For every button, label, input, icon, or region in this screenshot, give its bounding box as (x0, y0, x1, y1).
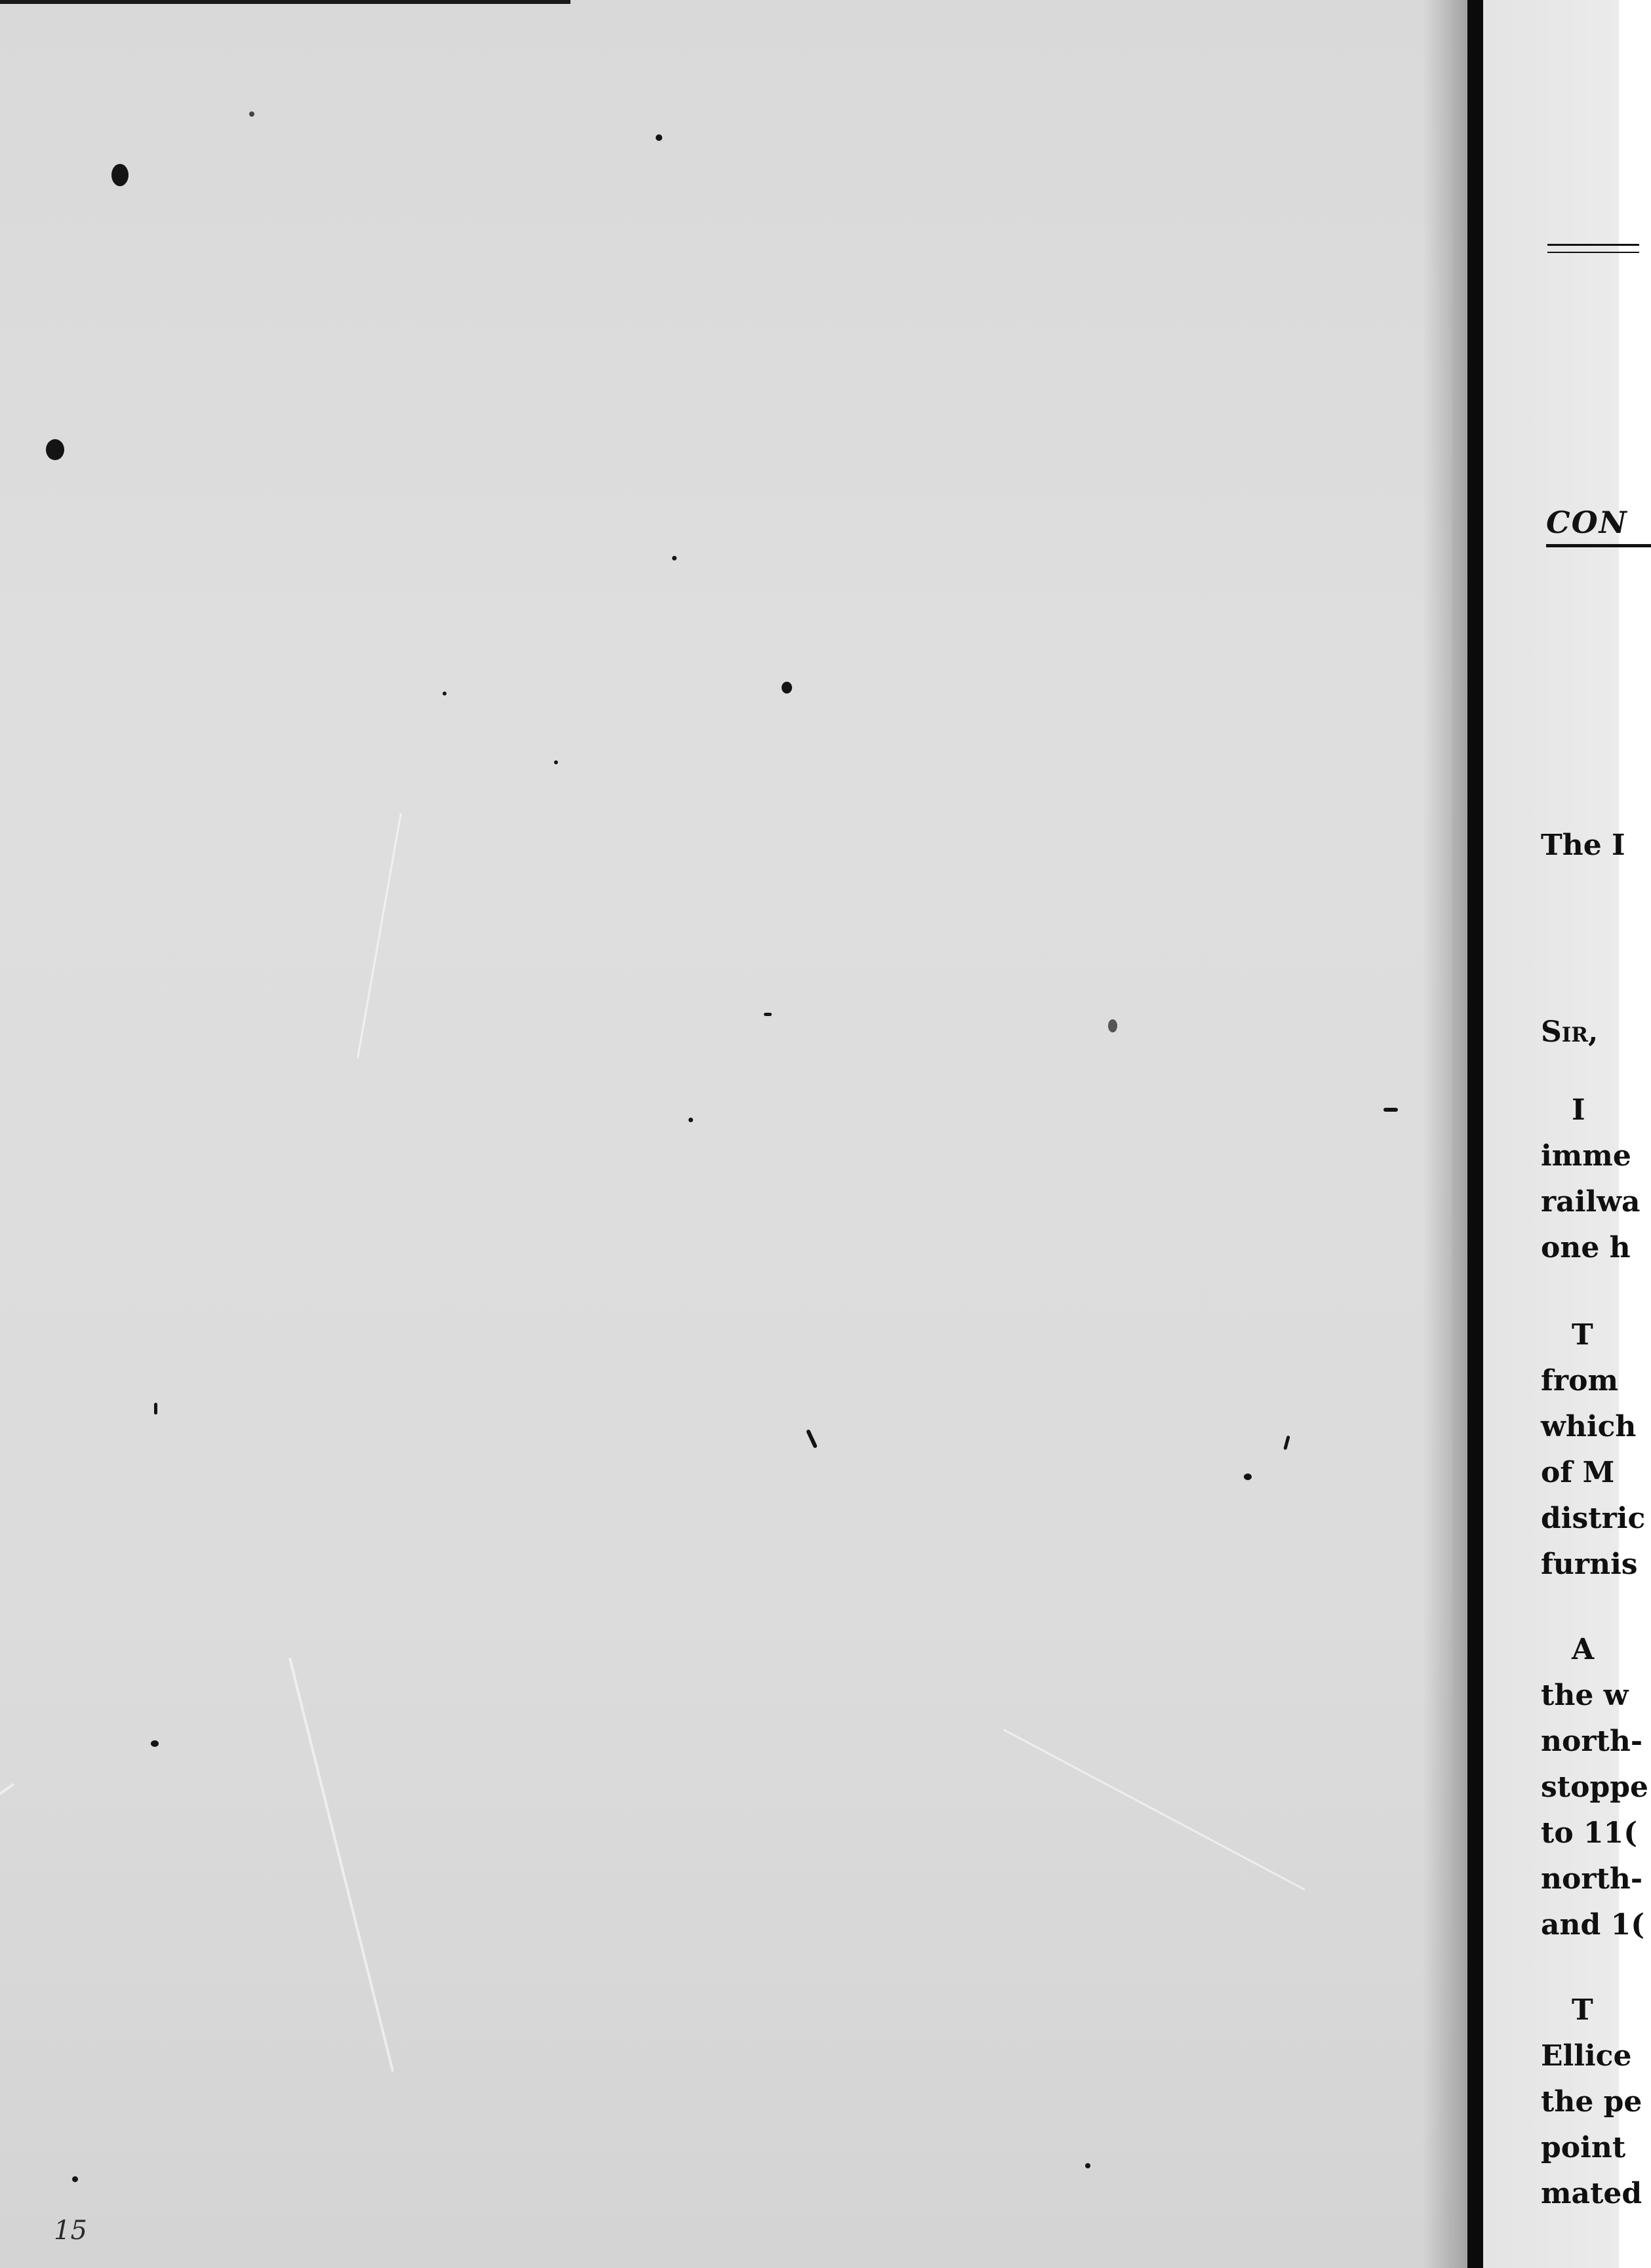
text-line: north- (1541, 1725, 1643, 1758)
dust-speck (443, 692, 447, 695)
dust-speck (249, 111, 254, 117)
text-line: point (1541, 2131, 1626, 2164)
scan-scratch (357, 813, 402, 1059)
text-line: imme (1541, 1139, 1631, 1173)
addressee-line: The I (1541, 829, 1625, 862)
right-text-page (1483, 0, 1648, 2268)
text-line: A (1572, 1633, 1595, 1666)
dust-speck (688, 1118, 693, 1122)
book-gutter (1467, 0, 1483, 2268)
dust-speck (656, 134, 662, 141)
text-line: the pe (1541, 2085, 1642, 2119)
pencil-mark: 15 (54, 2216, 87, 2246)
text-line: and 1( (1541, 1908, 1645, 1942)
text-line: furnis (1541, 1548, 1638, 1581)
double-rule-bottom (1547, 252, 1639, 253)
scan-scratch (1003, 1729, 1305, 1890)
text-line: T (1572, 1993, 1593, 2027)
text-line: one h (1541, 1231, 1631, 1264)
dust-speck (46, 439, 64, 460)
dust-speck (151, 1740, 159, 1747)
text-line: mated (1541, 2177, 1642, 2210)
dust-speck (1244, 1474, 1252, 1480)
text-line: railwa (1541, 1185, 1641, 1219)
spine-shadow (1423, 0, 1469, 2268)
header-underline (1546, 544, 1651, 547)
dust-speck (111, 164, 129, 186)
text-line: which (1541, 1410, 1637, 1443)
dust-speck (554, 760, 558, 764)
text-line: the w (1541, 1679, 1629, 1712)
dust-speck (1085, 2163, 1090, 2168)
dust-speck (154, 1403, 157, 1415)
double-rule-top (1547, 244, 1639, 246)
scan-scratch (0, 1783, 14, 1811)
text-line: Ellice (1541, 2039, 1632, 2073)
dust-speck (782, 682, 792, 694)
text-line: T (1572, 1318, 1593, 1352)
text-line: I (1572, 1093, 1585, 1127)
text-line: distric (1541, 1502, 1646, 1535)
dust-speck (1283, 1436, 1290, 1451)
salutation: Sir, (1541, 1015, 1599, 1049)
scan-scratch (288, 1658, 394, 2072)
text-line: north- (1541, 1862, 1643, 1896)
dust-speck (72, 2176, 78, 2182)
text-line: stoppe (1541, 1770, 1648, 1804)
dust-speck (764, 1013, 772, 1016)
dust-speck (806, 1429, 818, 1449)
dust-speck (672, 556, 677, 560)
text-line: from (1541, 1364, 1619, 1398)
page-top-edge (0, 0, 570, 4)
section-header: CON (1546, 505, 1628, 540)
dust-speck (1383, 1108, 1398, 1112)
text-line: of M (1541, 1456, 1615, 1489)
text-line: to 11( (1541, 1816, 1638, 1850)
dust-speck (1108, 1019, 1117, 1032)
